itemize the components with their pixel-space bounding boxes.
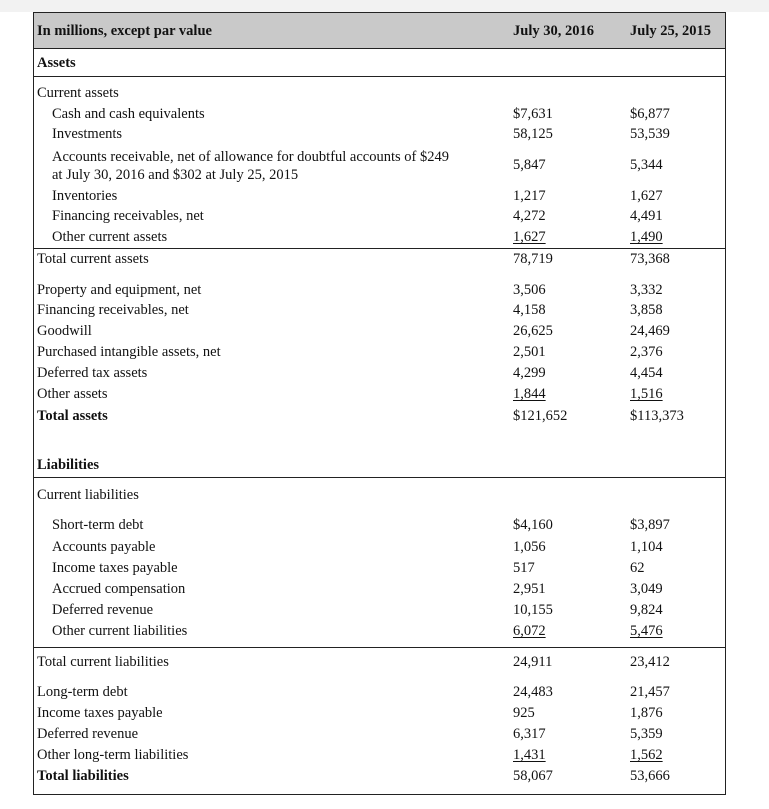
liability-value-2015: 3,049	[630, 581, 663, 597]
liability-value-2015: 9,824	[630, 602, 663, 618]
header-col-2016: July 30, 2016	[513, 23, 594, 39]
table-frame	[33, 12, 726, 795]
asset-value-2016: 5,847	[513, 157, 546, 173]
asset-value-2015: 4,454	[630, 365, 663, 381]
liability-value-2015: 1,876	[630, 705, 663, 721]
assets-heading: Assets	[37, 55, 76, 71]
asset-label: Financing receivables, net	[52, 208, 204, 224]
asset-value-2016: 1,217	[513, 188, 546, 204]
liability-value-2015: $3,897	[630, 517, 670, 533]
liability-label: Other long-term liabilities	[37, 747, 189, 763]
liability-label: Income taxes payable	[37, 705, 163, 721]
total-current-assets-2016: 78,719	[513, 251, 553, 267]
total-current-liabilities-rule	[34, 647, 725, 648]
liability-value-2016: 6,072	[513, 623, 546, 639]
liabilities-heading: Liabilities	[37, 457, 100, 473]
liability-value-2016: 1,056	[513, 539, 546, 555]
asset-value-2016: 4,158	[513, 302, 546, 318]
asset-label: Other current assets	[52, 229, 168, 245]
asset-label: Cash and cash equivalents	[52, 106, 205, 122]
asset-value-2015: 2,376	[630, 344, 663, 360]
liability-value-2015: 1,562	[630, 747, 663, 763]
asset-label: Property and equipment, net	[37, 282, 202, 298]
total-current-liabilities-2016: 24,911	[513, 654, 553, 670]
total-liabilities-2015: 53,666	[630, 768, 670, 784]
liability-value-2015: 5,476	[630, 623, 663, 639]
asset-label: Investments	[52, 126, 123, 142]
asset-value-2016: $7,631	[513, 106, 553, 122]
top-strip	[0, 0, 769, 12]
liability-value-2016: $4,160	[513, 517, 553, 533]
asset-label: Accounts receivable, net of allowance for doubtful accounts of $249	[52, 149, 449, 165]
total-assets-label: Total assets	[37, 408, 108, 424]
total-liabilities-label: Total liabilities	[37, 768, 129, 784]
asset-value-2015: 53,539	[630, 126, 670, 142]
asset-value-2016: 4,272	[513, 208, 546, 224]
liability-value-2016: 2,951	[513, 581, 546, 597]
asset-value-2016: 26,625	[513, 323, 553, 339]
asset-value-2015: 24,469	[630, 323, 670, 339]
total-current-liabilities-label: Total current liabilities	[37, 654, 169, 670]
total-current-assets-2015: 73,368	[630, 251, 670, 267]
liability-label: Accounts payable	[52, 539, 156, 555]
asset-value-2015: 1,516	[630, 386, 663, 402]
liability-label: Other current liabilities	[52, 623, 188, 639]
asset-value-2016: 1,627	[513, 229, 546, 245]
asset-value-2015: $6,877	[630, 106, 670, 122]
liability-value-2016: 10,155	[513, 602, 553, 618]
asset-value-2015: 3,858	[630, 302, 663, 318]
total-current-assets-rule	[34, 248, 725, 249]
total-assets-2015: $113,373	[630, 408, 684, 424]
asset-label: Purchased intangible assets, net	[37, 344, 221, 360]
liability-label: Deferred revenue	[37, 726, 139, 742]
current-assets-heading: Current assets	[37, 85, 119, 101]
asset-label: Financing receivables, net	[37, 302, 189, 318]
asset-value-2015: 1,627	[630, 188, 663, 204]
asset-value-2015: 3,332	[630, 282, 663, 298]
asset-label: Inventories	[52, 188, 118, 204]
liability-label: Deferred revenue	[52, 602, 154, 618]
asset-value-2016: 58,125	[513, 126, 553, 142]
asset-label-line2: at July 30, 2016 and $302 at July 25, 2015	[52, 167, 299, 183]
liability-value-2015: 5,359	[630, 726, 663, 742]
current-liabilities-heading: Current liabilities	[37, 487, 139, 503]
asset-value-2016: 2,501	[513, 344, 546, 360]
assets-heading-rule	[34, 76, 725, 77]
header-label: In millions, except par value	[37, 23, 212, 39]
total-liabilities-2016: 58,067	[513, 768, 553, 784]
asset-label: Other assets	[37, 386, 108, 402]
asset-value-2015: 1,490	[630, 229, 663, 245]
total-current-liabilities-2015: 23,412	[630, 654, 670, 670]
liability-value-2015: 21,457	[630, 684, 670, 700]
total-assets-2016: $121,652	[513, 408, 568, 424]
liability-label: Income taxes payable	[52, 560, 178, 576]
asset-label: Goodwill	[37, 323, 92, 339]
asset-value-2015: 5,344	[630, 157, 663, 173]
liability-label: Accrued compensation	[52, 581, 186, 597]
liability-value-2015: 1,104	[630, 539, 663, 555]
asset-value-2016: 1,844	[513, 386, 546, 402]
liability-value-2015: 62	[630, 560, 645, 576]
liability-value-2016: 1,431	[513, 747, 546, 763]
asset-value-2016: 4,299	[513, 365, 546, 381]
liability-value-2016: 925	[513, 705, 535, 721]
asset-label: Deferred tax assets	[37, 365, 148, 381]
liability-value-2016: 24,483	[513, 684, 553, 700]
liability-label: Long-term debt	[37, 684, 128, 700]
liability-value-2016: 517	[513, 560, 535, 576]
liability-value-2016: 6,317	[513, 726, 546, 742]
total-current-assets-label: Total current assets	[37, 251, 149, 267]
liabilities-heading-rule	[34, 477, 725, 478]
header-col-2015: July 25, 2015	[630, 23, 711, 39]
asset-value-2015: 4,491	[630, 208, 663, 224]
liability-label: Short-term debt	[52, 517, 144, 533]
asset-value-2016: 3,506	[513, 282, 546, 298]
